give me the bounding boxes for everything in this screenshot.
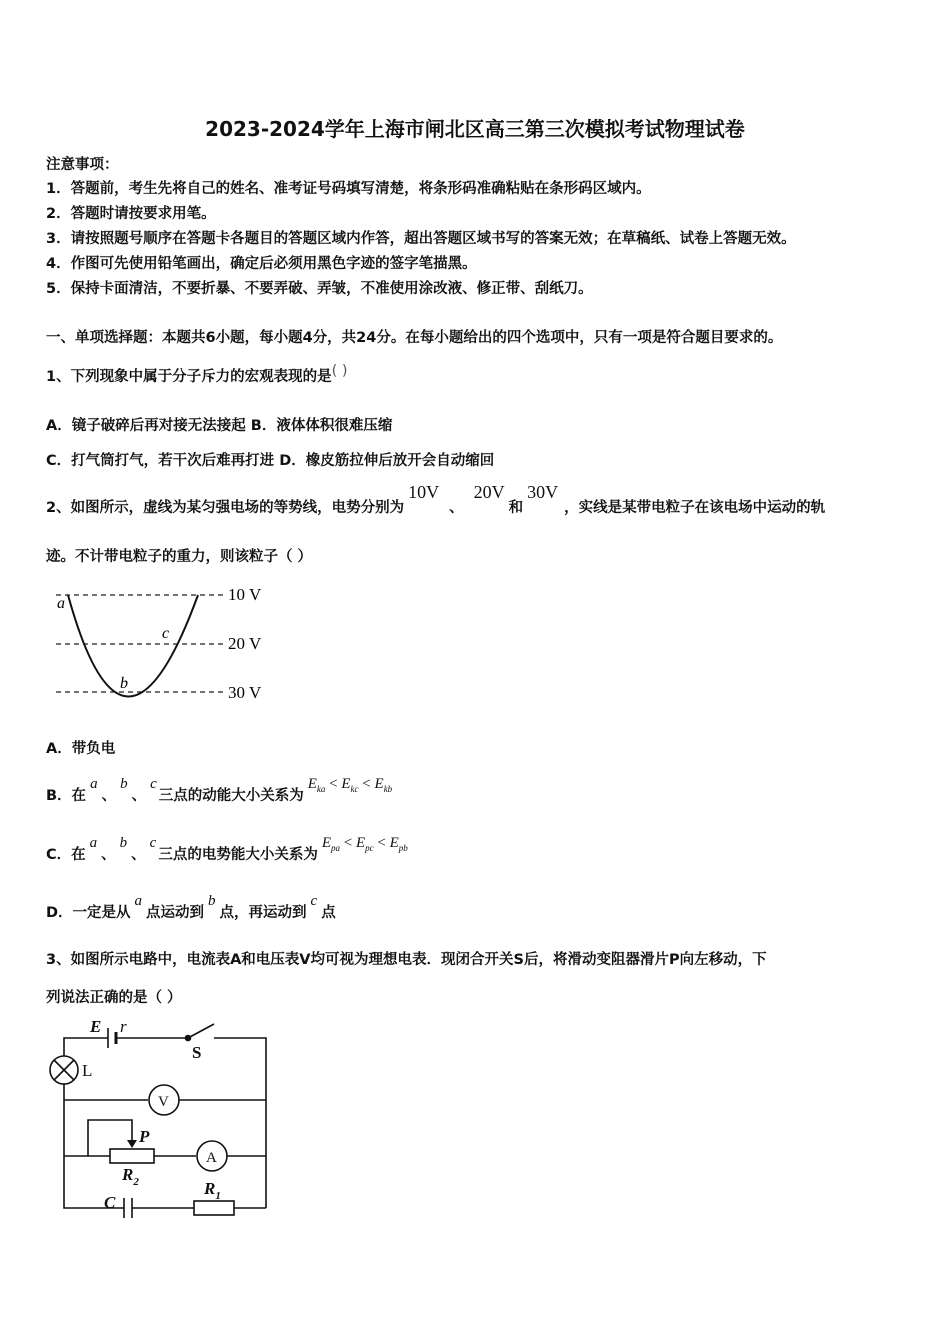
q2-v2: 20V (473, 482, 505, 502)
q2-optc-mid: 三点的电势能大小关系为 (158, 847, 318, 863)
q2-v3: 30V (527, 482, 559, 502)
q2-optb-var-a: a (90, 776, 98, 792)
wire-right (214, 1038, 266, 1208)
q2-optc-pre: C．在 (46, 847, 86, 863)
label-10v: 10 V (228, 585, 262, 604)
circuit-diagram (44, 1014, 276, 1224)
q1-stem-text: 1、下列现象中属于分子斥力的宏观表现的是 (46, 369, 332, 385)
q1-stem (46, 365, 348, 386)
label-p: P (139, 1127, 150, 1146)
q2-optb-pre: B．在 (46, 788, 87, 804)
section-heading: 一、单项选择题：本题共6小题，每小题4分，共24分。在每小题给出的四个选项中，只有一项是符合题目要求的。 (46, 330, 783, 346)
label-c: C (104, 1193, 116, 1212)
point-b: b (120, 675, 128, 692)
switch-blade (188, 1024, 214, 1038)
wire-left (64, 1084, 124, 1208)
q2-option-b (46, 772, 393, 804)
q2-option-c (46, 831, 408, 863)
q2-optd-end: 点 (321, 905, 336, 921)
resistor-r1 (194, 1201, 234, 1215)
wire-top-left (64, 1038, 108, 1056)
notes-heading: 注意事项： (46, 157, 119, 173)
note-item-4: 4．作图可先使用铅笔画出，确定后必须用黑色字迹的签字笔描黑。 (46, 256, 477, 272)
q2-optd-m1: 点运动到 (146, 905, 205, 921)
q2-optb-formula: $E_{ka} < E_{kc} < E_{kb}$ (307, 776, 393, 794)
q2-optc-var-c: c (149, 835, 157, 851)
q2-optc-dun1: 、 (101, 847, 116, 863)
q3-stem-line2: 列说法正确的是（ ） (46, 990, 182, 1006)
q2-option-a: A．带负电 (46, 741, 116, 757)
particle-trajectory (68, 595, 198, 697)
equipotential-figure (52, 578, 282, 708)
label-v: V (158, 1094, 169, 1110)
q2-v1: 10V (408, 482, 440, 502)
q2-optb-dun2: 、 (131, 788, 147, 804)
label-l: L (82, 1061, 93, 1080)
note-item-5: 5．保持卡面清洁，不要折暴、不要弄破、弄皱，不准使用涂改液、修正带、刮纸刀。 (46, 281, 593, 297)
q2-stem-line1 (46, 482, 826, 516)
q1-paren: ( ) (331, 363, 348, 379)
q2-optc-var-a: a (89, 835, 98, 851)
q1-options-row1: A．镜子破碎后再对接无法接起 B．液体体积很难压缩 (46, 418, 393, 434)
page-title: 2023-2024学年上海市闸北区高三第三次模拟考试物理试卷 (205, 117, 745, 141)
q2-optd-m2: 点，再运动到 (219, 905, 307, 921)
q2-optd-var-c: c (310, 893, 318, 909)
q2-option-d (46, 889, 336, 921)
label-s: S (192, 1043, 202, 1062)
label-r1: $R_1$ (204, 1179, 221, 1202)
label-30v: 30 V (228, 683, 262, 702)
q2-optc-formula: $E_{pa} < E_{pc} < E_{pb}$ (321, 835, 408, 853)
note-item-1: 1．答题前，考生先将自己的姓名、准考证号码填写清楚，将条形码准确粘贴在条形码区域内。 (46, 181, 651, 197)
label-a: A (206, 1150, 217, 1166)
q2-stem-b: ，实线是某带电粒子在该电场中运动的轨 (564, 500, 826, 516)
point-a: a (57, 595, 65, 612)
rheostat-r2 (110, 1149, 154, 1163)
q2-stem-line2: 迹。不计带电粒子的重力，则该粒子（ ） (46, 549, 313, 565)
note-item-3: 3．请按照题号顺序在答题卡各题目的答题区域内作答，超出答题区域书写的答案无效；在草稿纸、试卷上答题无效。 (46, 231, 796, 247)
q3-stem-line1: 3、如图所示电路中，电流表A和电压表V均可视为理想电表．现闭合开关S后，将滑动变阻器滑片P向左移动，下 (46, 952, 767, 968)
q2-optc-var-b: b (119, 835, 128, 851)
q2-optc-dun2: 、 (131, 847, 146, 863)
note-item-2: 2．答题时请按要求用笔。 (46, 206, 216, 222)
label-r: r (120, 1017, 127, 1036)
q2-optb-var-b: b (120, 776, 128, 792)
q2-optd-var-a: a (134, 893, 143, 909)
q2-optb-dun1: 、 (101, 788, 117, 804)
q2-optb-mid: 三点的动能大小关系为 (158, 788, 304, 804)
q2-optd-pre: D．一定是从 (46, 905, 131, 921)
label-e: E (90, 1017, 102, 1036)
q1-options-row2: C．打气筒打气，若干次后难再打进 D．橡皮筋拉伸后放开会自动缩回 (46, 453, 495, 469)
q2-stem-a: 2、如图所示，虚线为某匀强电场的等势线，电势分别为 (46, 500, 405, 516)
q2-optd-var-b: b (208, 893, 216, 909)
point-c: c (162, 625, 170, 642)
q2-sep1: 、 (449, 500, 464, 516)
q2-optb-var-c: c (150, 776, 157, 792)
q2-sep2: 和 (508, 500, 524, 516)
label-20v: 20 V (228, 634, 262, 653)
label-r2: $R_2$ (122, 1165, 139, 1188)
slider-arrow (127, 1140, 137, 1148)
